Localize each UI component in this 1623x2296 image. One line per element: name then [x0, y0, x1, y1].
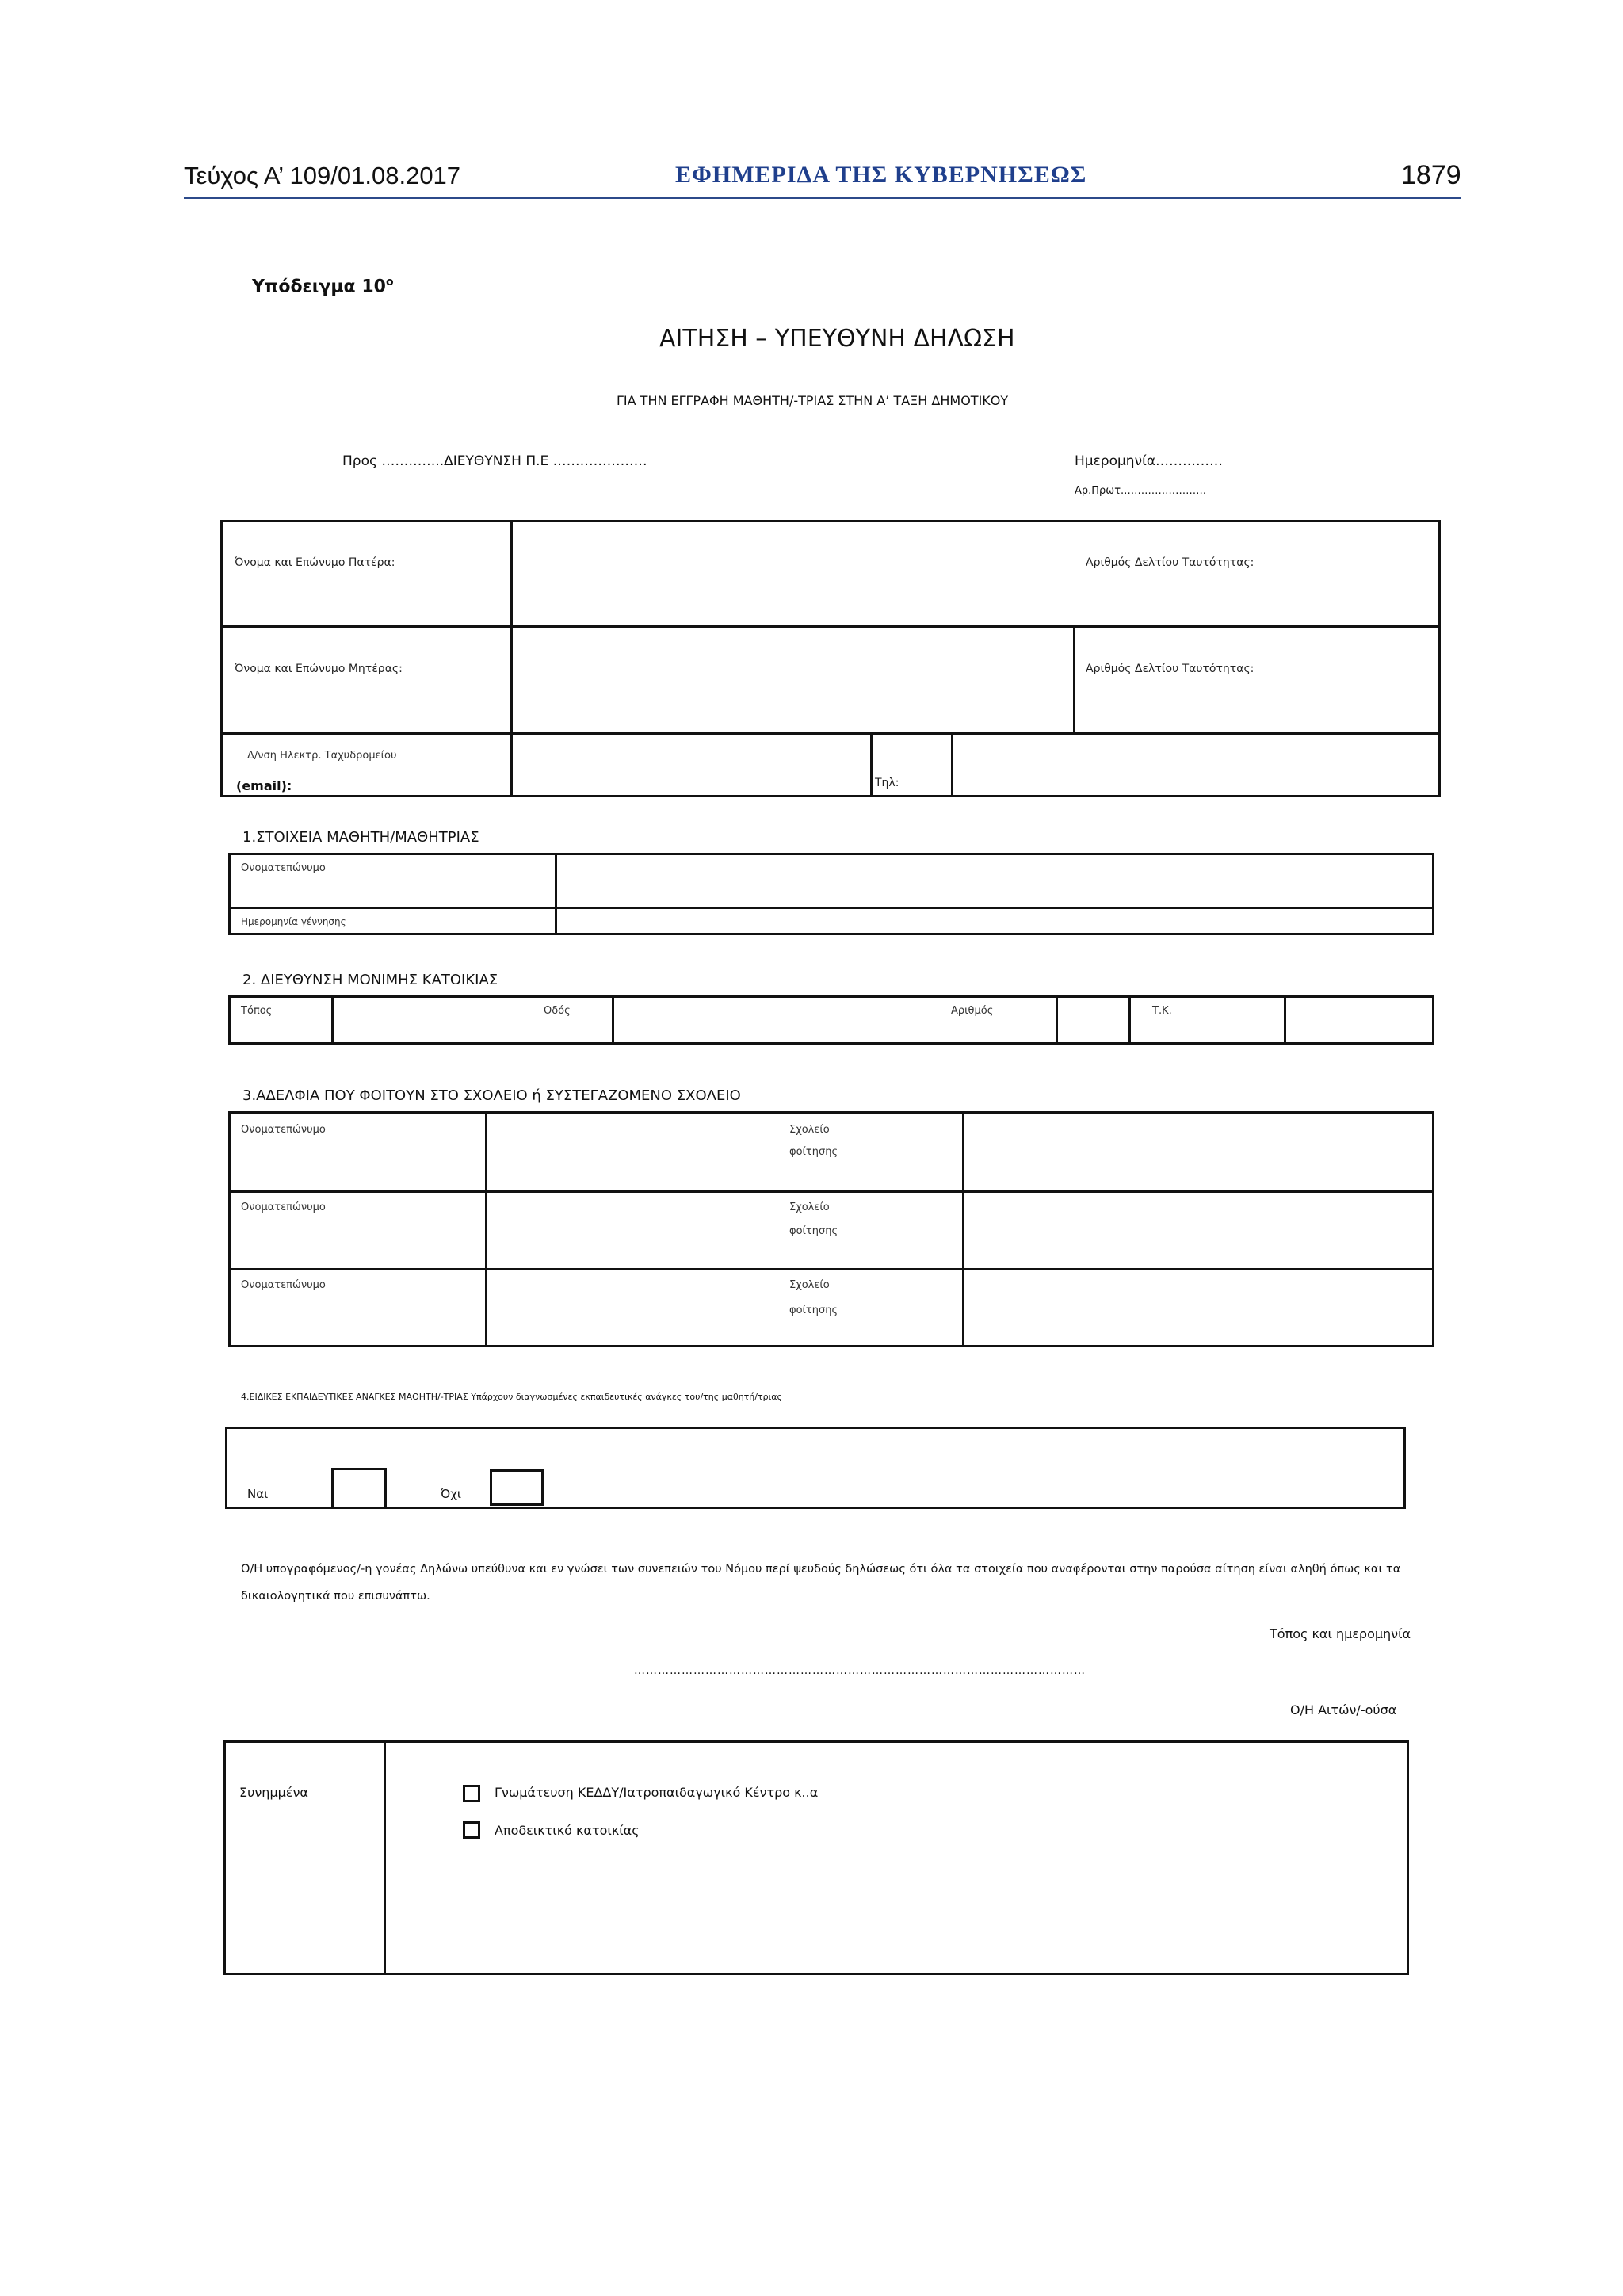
sibling-1-name-label: Ονοματεπώνυμο: [241, 1124, 326, 1136]
student-birthdate-label: Ημερομηνία γέννησης: [241, 916, 346, 927]
gazette-title: ΕΦΗΜΕΡΙΔΑ ΤΗΣ ΚΥΒΕΡΝΗΣΕΩΣ: [675, 162, 1087, 188]
attachments-table: [223, 1740, 1409, 1975]
declaration-text-2: δικαιολογητικά που επισυνάπτω.: [241, 1590, 430, 1603]
email-field[interactable]: [514, 735, 869, 794]
postcode-field[interactable]: [1287, 999, 1431, 1041]
address-col-divider-4: [1128, 995, 1131, 1045]
attachments-label: Συνημμένα: [239, 1785, 308, 1800]
email-label-2: (email):: [236, 778, 292, 793]
section4-title: 4.ΕΙΔΙΚΕΣ ΕΚΠΑΙΔΕΥΤΙΚΕΣ ΑΝΑΓΚΕΣ ΜΑΘΗΤΗ/-ΤΡΙΑΣ Υπάρχουν διαγνωσμένες εκπαιδευτικές ανάγκες του/της μαθητή/τριας: [241, 1392, 783, 1402]
attachment-2-checkbox[interactable]: [463, 1821, 480, 1839]
sibling-2-school-label-1: Σχολείο: [789, 1201, 830, 1213]
number-field[interactable]: [1059, 999, 1125, 1041]
phone-field[interactable]: [954, 735, 1438, 794]
parents-col-divider-1: [510, 520, 513, 797]
parents-row-divider-2: [220, 732, 1441, 735]
phone-label: Τηλ:: [875, 777, 899, 789]
student-birthdate-field[interactable]: [558, 910, 1431, 932]
sibling-3-school-label-1: Σχολείο: [789, 1279, 830, 1291]
sibling-1-school-label-2: φοίτησης: [789, 1146, 838, 1158]
sibling-2-name-label: Ονοματεπώνυμο: [241, 1201, 326, 1213]
address-col-divider-1: [331, 995, 334, 1045]
yes-label: Ναι: [247, 1487, 269, 1501]
sibling-1-school-label-1: Σχολείο: [789, 1124, 830, 1136]
date-line: Ημερομηνία……………: [1075, 453, 1224, 469]
sibling-3-school-field[interactable]: [965, 1271, 1431, 1344]
father-id-label: Αριθμός Δελτίου Ταυτότητας:: [1086, 556, 1254, 569]
address-col-divider-5: [1284, 995, 1286, 1045]
father-name-field[interactable]: [514, 523, 1071, 623]
student-row-divider: [228, 907, 1434, 909]
model-label: [252, 276, 394, 296]
address-col-divider-3: [1056, 995, 1058, 1045]
email-label-1: Δ/νση Ηλεκτρ. Ταχυδρομείου: [247, 750, 397, 762]
siblings-row-divider-1: [228, 1190, 1434, 1193]
special-needs-table: [225, 1427, 1406, 1509]
student-fullname-label: Ονοματεπώνυμο: [241, 862, 326, 874]
parents-left-border: [220, 520, 223, 797]
declaration-text-1: Ο/Η υπογραφόμενος/-η γονέας Δηλώνω υπεύθυνα και εν γνώσει των συνεπειών του Νόμου περί ψευδούς δηλώσεως ότι όλα τα στοιχεία που αναφέρονται στην παρούσα αίτηση είναι αληθή όπως και τα: [241, 1563, 1401, 1576]
sibling-2-name-field[interactable]: [488, 1194, 789, 1266]
sibling-3-school-label-2: φοίτησης: [789, 1305, 838, 1316]
postcode-label: Τ.Κ.: [1152, 1005, 1172, 1017]
yes-checkbox[interactable]: [331, 1468, 387, 1509]
section1-title: 1.ΣΤΟΙΧΕΙΑ ΜΑΘΗΤΗ/ΜΑΘΗΤΡΙΑΣ: [242, 829, 479, 846]
mother-id-label: Αριθμός Δελτίου Ταυτότητας:: [1086, 663, 1254, 675]
sibling-3-name-field[interactable]: [488, 1271, 789, 1344]
place-date-label: Τόπος και ημερομηνία: [1270, 1626, 1411, 1641]
attachments-col-divider: [384, 1740, 386, 1975]
siblings-col-divider-1: [485, 1111, 487, 1347]
place-label: Τόπος: [241, 1005, 273, 1017]
issue-label: Τεύχος Α’ 109/01.08.2017: [184, 162, 461, 189]
siblings-row-divider-2: [228, 1268, 1434, 1270]
street-label: Οδός: [544, 1005, 571, 1017]
mother-name-label: Όνομα και Επώνυμο Μητέρας:: [235, 663, 403, 675]
parents-row-divider-1: [220, 625, 1441, 628]
attachment-1-checkbox[interactable]: [463, 1785, 480, 1802]
parents-col-divider-4: [951, 732, 953, 797]
form-title: ΑΙΤΗΣΗ – ΥΠΕΥΘΥΝΗ ΔΗΛΩΣΗ: [659, 325, 1015, 353]
section2-title: 2. ΔΙΕΥΘΥΝΣΗ ΜΟΝΙΜΗΣ ΚΑΤΟΙΚΙΑΣ: [242, 972, 498, 988]
no-checkbox[interactable]: [490, 1469, 544, 1506]
form-subtitle: ΓΙΑ ΤΗΝ ΕΓΓΡΑΦΗ ΜΑΘΗΤΗ/-ΤΡΙΑΣ ΣΤΗΝ Α’ ΤΑΞΗ ΔΗΜΟΤΙΚΟΥ: [617, 393, 1009, 408]
parents-col-divider-3: [870, 732, 873, 797]
to-line: Προς …………..ΔΙΕΥΘΥΝΣΗ Π.Ε …………………: [342, 453, 647, 469]
sibling-1-school-field[interactable]: [965, 1114, 1431, 1189]
student-col-divider: [555, 853, 557, 935]
address-col-divider-2: [612, 995, 614, 1045]
attachment-2-label: Αποδεικτικό κατοικίας: [495, 1823, 640, 1838]
attachment-1-label: Γνωμάτευση ΚΕΔΔΥ/Ιατροπαιδαγωγικό Κέντρο κ..α: [495, 1785, 819, 1800]
siblings-col-divider-2: [962, 1111, 964, 1347]
sibling-2-school-label-2: φοίτησης: [789, 1225, 838, 1237]
page-number: 1879: [1401, 160, 1461, 190]
model-label-sup: ο: [385, 276, 394, 288]
applicant-label: Ο/Η Αιτών/-ούσα: [1290, 1702, 1397, 1717]
signature-dots[interactable]: ……………………………………………………………………………………………………: [634, 1664, 1086, 1677]
section3-title: 3.ΑΔΕΛΦΙΑ ΠΟΥ ΦΟΙΤΟΥΝ ΣΤΟ ΣΧΟΛΕΙΟ ή ΣΥΣΤΕΓΑΖΟΜΕΝΟ ΣΧΟΛΕΙΟ: [242, 1087, 741, 1104]
sibling-1-name-field[interactable]: [488, 1114, 789, 1189]
no-label: Όχι: [441, 1487, 461, 1501]
father-name-label: Όνομα και Επώνυμο Πατέρα:: [235, 556, 395, 569]
sibling-2-school-field[interactable]: [965, 1194, 1431, 1266]
parents-col-divider-2: [1073, 625, 1075, 732]
student-fullname-field[interactable]: [558, 856, 1431, 905]
sibling-3-name-label: Ονοματεπώνυμο: [241, 1279, 326, 1291]
model-label-text: Υπόδειγμα 10: [252, 277, 386, 297]
number-label: Αριθμός: [951, 1005, 994, 1017]
header-rule: [184, 197, 1461, 199]
mother-name-field[interactable]: [514, 628, 1071, 730]
protocol-line: Αρ.Πρωτ.……………………: [1075, 485, 1207, 497]
